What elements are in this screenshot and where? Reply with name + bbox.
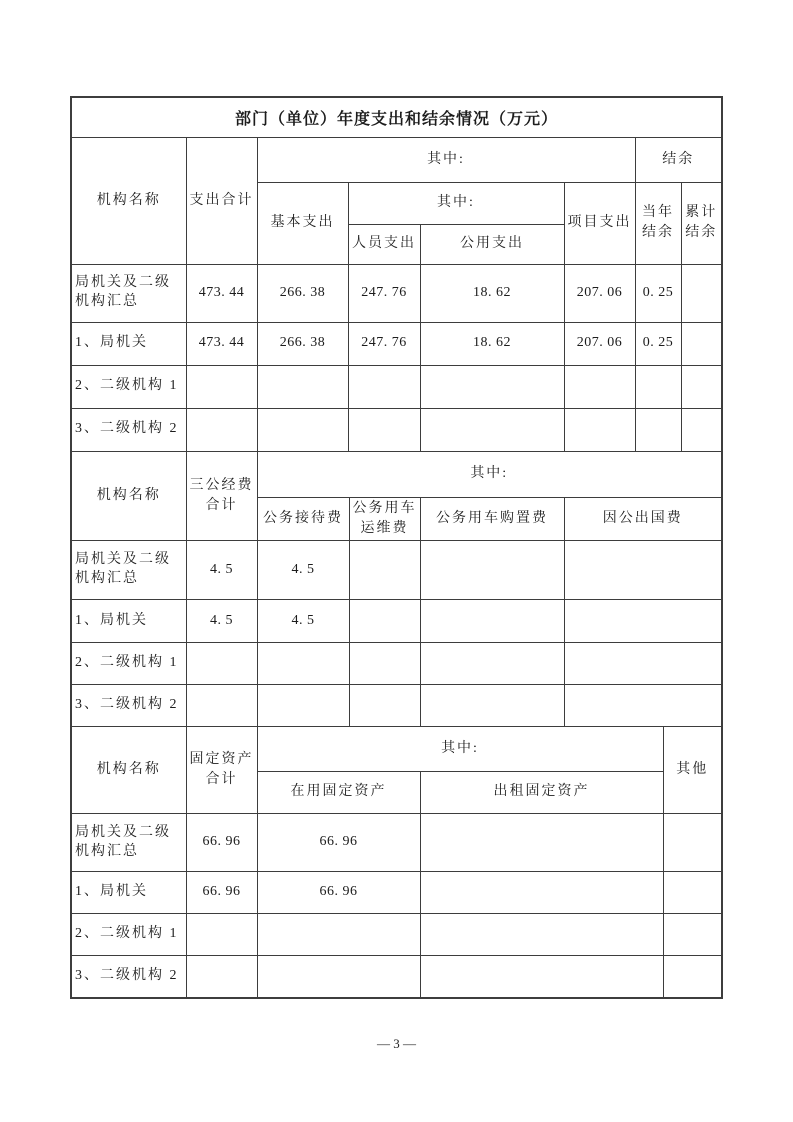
basic-expenditure-header: 基本支出: [257, 182, 348, 264]
cell: [186, 914, 257, 956]
cell: [681, 365, 721, 408]
cell: 473. 44: [186, 264, 257, 322]
cell: 66. 96: [186, 872, 257, 914]
row-label: 1、局机关: [72, 872, 186, 914]
cell: 18. 62: [420, 322, 564, 365]
org-name-header: 机构名称: [72, 452, 186, 541]
row-label: 1、局机关: [72, 322, 186, 365]
cell: [420, 685, 564, 726]
cell: 4. 5: [257, 600, 349, 643]
cell: 66. 96: [257, 814, 420, 872]
personnel-expenditure-header: 人员支出: [348, 224, 420, 264]
cell: [663, 956, 721, 997]
page-number: — 3 —: [377, 1036, 416, 1051]
cell: [257, 365, 348, 408]
in-use-assets-header: 在用固定资产: [257, 772, 420, 814]
cell: [564, 408, 635, 451]
public-expenditure-header: 公用支出: [420, 224, 564, 264]
cell: [663, 814, 721, 872]
cell: 4. 5: [257, 541, 349, 600]
current-balance-header: 当年结余: [635, 182, 681, 264]
among-header: 其中:: [257, 452, 721, 497]
table-row: [72, 408, 721, 451]
cell: [420, 365, 564, 408]
cell: [635, 408, 681, 451]
header-row: [72, 727, 721, 772]
table-row: [72, 264, 721, 322]
table-row: [72, 914, 721, 956]
cell: [257, 685, 349, 726]
cell: [635, 365, 681, 408]
cell: [681, 408, 721, 451]
expenditure-table: [72, 138, 721, 451]
fixed-assets-total-header: 固定资产合计: [186, 727, 257, 814]
cell: 473. 44: [186, 322, 257, 365]
three-public-table: [72, 452, 721, 726]
header-row: [72, 452, 721, 497]
cell: 66. 96: [186, 814, 257, 872]
cell: [681, 322, 721, 365]
budget-table: [70, 96, 723, 999]
row-label: 3、二级机构 2: [72, 956, 186, 997]
row-label: 2、二级机构 1: [72, 643, 186, 685]
cell: [564, 600, 721, 643]
cell: 0. 25: [635, 322, 681, 365]
row-label: 局机关及二级机构汇总: [72, 541, 186, 600]
org-name-header: 机构名称: [72, 727, 186, 814]
reception-fee-header: 公务接待费: [257, 497, 349, 541]
cell: [349, 541, 420, 600]
cell: [663, 872, 721, 914]
row-label: 3、二级机构 2: [72, 685, 186, 726]
among-header: 其中:: [257, 138, 635, 182]
cell: [420, 408, 564, 451]
row-label: 1、局机关: [72, 600, 186, 643]
abroad-fee-header: 因公出国费: [564, 497, 721, 541]
cell: 247. 76: [348, 322, 420, 365]
cell: [349, 600, 420, 643]
table-title: 部门（单位）年度支出和结余情况（万元）: [234, 111, 558, 128]
cell: [257, 408, 348, 451]
header-row: [72, 138, 721, 182]
cell: [186, 365, 257, 408]
cell: [420, 600, 564, 643]
table-row: [72, 643, 721, 685]
cell: [348, 365, 420, 408]
fixed-assets-section: [72, 726, 721, 997]
cell: [186, 408, 257, 451]
cell: 266. 38: [257, 322, 348, 365]
vehicle-operation-header: 公务用车运维费: [349, 497, 420, 541]
cell: [420, 956, 663, 997]
cell: 207. 06: [564, 264, 635, 322]
table-row: [72, 685, 721, 726]
cell: [663, 914, 721, 956]
cell: [681, 264, 721, 322]
row-label: 2、二级机构 1: [72, 914, 186, 956]
row-label: 局机关及二级机构汇总: [72, 264, 186, 322]
org-name-header: 机构名称: [72, 138, 186, 264]
cell: 247. 76: [348, 264, 420, 322]
cell: [564, 685, 721, 726]
cell: [420, 541, 564, 600]
cell: [349, 643, 420, 685]
table-row: [72, 322, 721, 365]
row-label: 2、二级机构 1: [72, 365, 186, 408]
cell: [257, 956, 420, 997]
cell: [348, 408, 420, 451]
three-public-total-header: 三公经费合计: [186, 452, 257, 541]
table-row: [72, 814, 721, 872]
cell: 66. 96: [257, 872, 420, 914]
cell: [420, 872, 663, 914]
table-row: [72, 541, 721, 600]
table-row: [72, 872, 721, 914]
cell: [420, 914, 663, 956]
cell: 0. 25: [635, 264, 681, 322]
other-header: 其他: [663, 727, 721, 814]
expenditure-total-header: 支出合计: [186, 138, 257, 264]
cell: [186, 956, 257, 997]
project-expenditure-header: 项目支出: [564, 182, 635, 264]
cell: [186, 685, 257, 726]
cell: [564, 541, 721, 600]
among-sub-header: 其中:: [348, 182, 564, 224]
fixed-assets-table: [72, 727, 721, 997]
cell: [257, 914, 420, 956]
cell: [420, 643, 564, 685]
cell: 4. 5: [186, 541, 257, 600]
cell: [564, 643, 721, 685]
row-label: 局机关及二级机构汇总: [72, 814, 186, 872]
rented-out-assets-header: 出租固定资产: [420, 772, 663, 814]
among-header: 其中:: [257, 727, 663, 772]
cell: [186, 643, 257, 685]
table-row: [72, 600, 721, 643]
accumulated-balance-header: 累计结余: [681, 182, 721, 264]
table-row: [72, 956, 721, 997]
cell: [564, 365, 635, 408]
vehicle-purchase-header: 公务用车购置费: [420, 497, 564, 541]
three-public-section: [72, 451, 721, 726]
row-label: 3、二级机构 2: [72, 408, 186, 451]
cell: [349, 685, 420, 726]
cell: 4. 5: [186, 600, 257, 643]
cell: 18. 62: [420, 264, 564, 322]
balance-header: 结余: [635, 138, 721, 182]
cell: 207. 06: [564, 322, 635, 365]
cell: 266. 38: [257, 264, 348, 322]
table-row: [72, 365, 721, 408]
expenditure-section: [72, 137, 721, 451]
cell: [257, 643, 349, 685]
cell: [420, 814, 663, 872]
